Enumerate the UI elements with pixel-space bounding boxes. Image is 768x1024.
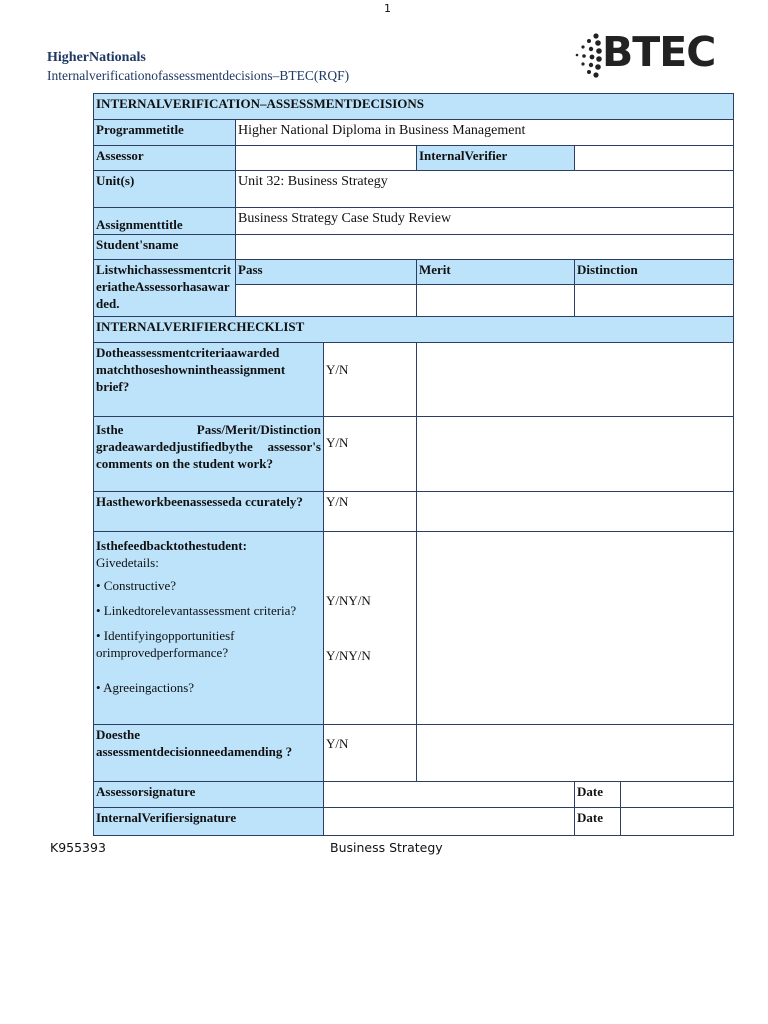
feedback-bullet-linked-criteria: • Linkedtorelevantassessment criteria?: [96, 603, 297, 618]
feedback-bullet-constructive: • Constructive?: [96, 578, 177, 593]
internal-verification-form: [93, 93, 734, 836]
assessor-signature-field[interactable]: [324, 782, 575, 808]
feedback-bullet-agreeing-actions: • Agreeingactions?: [96, 680, 195, 695]
merit-label: Merit: [417, 260, 575, 285]
assignment-title-value: Business Strategy Case Study Review: [238, 211, 452, 226]
programme-title-label: Programmetitle: [94, 120, 236, 146]
criteria-match-answer[interactable]: Y/N: [324, 343, 417, 417]
iv-signature-field[interactable]: [324, 808, 575, 836]
iv-signature-label: InternalVerifiersignature: [94, 808, 324, 836]
distinction-label: Distinction: [575, 260, 734, 285]
grade-justified-answer[interactable]: Y/N: [324, 417, 417, 492]
internal-verifier-label: InternalVerifier: [417, 146, 575, 171]
programme-title-field[interactable]: [236, 120, 734, 146]
checklist-question-feedback: [94, 532, 324, 725]
document-subtitle: Internalverificationofassessmentdecisions–BTEC(RQF): [47, 68, 350, 83]
feedback-question-title: Isthefeedbacktothestudent:: [96, 538, 247, 553]
distinction-criteria-field[interactable]: [575, 285, 734, 317]
feedback-answer-2[interactable]: Y/NY/N: [326, 648, 371, 663]
assessed-accurately-answer[interactable]: Y/N: [324, 492, 417, 532]
section-title-assessment-decisions: INTERNALVERIFICATION–ASSESSMENTDECISIONS: [94, 94, 734, 120]
feedback-answer-1[interactable]: Y/NY/N: [326, 593, 371, 608]
footer-module-title: Business Strategy: [330, 840, 443, 855]
btec-logo: [574, 28, 724, 82]
iv-date-label: Date: [575, 808, 621, 836]
grade-justified-comments[interactable]: [417, 417, 734, 492]
merit-criteria-field[interactable]: [417, 285, 575, 317]
assessor-field[interactable]: [236, 146, 417, 171]
assessor-label: Assessor: [94, 146, 236, 171]
feedback-answers[interactable]: [324, 532, 417, 725]
assignment-title-label: Assignmenttitle: [94, 208, 236, 235]
logo-dots-icon: [574, 32, 604, 80]
pass-criteria-field[interactable]: [236, 285, 417, 317]
section-title-iv-checklist: INTERNALVERIFIERCHECKLIST: [94, 317, 734, 343]
assessor-signature-label: Assessorsignature: [94, 782, 324, 808]
programme-title-value: Higher National Diploma in Business Management: [238, 123, 526, 138]
feedback-comments[interactable]: [417, 532, 734, 725]
internal-verifier-field[interactable]: [575, 146, 734, 171]
assessed-accurately-comments[interactable]: [417, 492, 734, 532]
assessor-date-field[interactable]: [621, 782, 734, 808]
criteria-awarded-label: ListwhichassessmentcriteriatheAssessorhasawarded.: [94, 260, 236, 317]
student-name-label: Student'sname: [94, 235, 236, 260]
logo-wordmark: BTEC: [602, 28, 716, 76]
document-header: [47, 49, 349, 85]
assignment-title-field[interactable]: [236, 208, 734, 235]
feedback-give-details: Givedetails:: [96, 555, 159, 570]
checklist-question-assessed-accurately: Hastheworkbeenassesseda ccurately?: [94, 492, 324, 532]
student-name-field[interactable]: [236, 235, 734, 260]
pass-label: Pass: [236, 260, 417, 285]
checklist-question-grade-justified: Isthe Pass/Merit/Distinction gradeawardedjustifiedbythe assessor's comments on the student work?: [94, 417, 324, 492]
feedback-bullet-opportunities: • Identifyingopportunitiesf orimprovedperformance?: [96, 628, 235, 660]
amending-answer[interactable]: Y/N: [324, 725, 417, 782]
iv-date-field[interactable]: [621, 808, 734, 836]
assessor-date-label: Date: [575, 782, 621, 808]
units-label: Unit(s): [94, 171, 236, 208]
footer-student-id: K955393: [50, 840, 106, 855]
document-title: HigherNationals: [47, 50, 146, 65]
amending-comments[interactable]: [417, 725, 734, 782]
units-value: Unit 32: Business Strategy: [238, 174, 388, 189]
checklist-question-criteria-match: Dotheassessmentcriteriaawarded matchthoseshownintheassignment brief?: [94, 343, 324, 417]
page-number: 1: [384, 2, 391, 15]
checklist-question-amending: Doesthe assessmentdecisionneedamending ?: [94, 725, 324, 782]
units-field[interactable]: [236, 171, 734, 208]
criteria-match-comments[interactable]: [417, 343, 734, 417]
